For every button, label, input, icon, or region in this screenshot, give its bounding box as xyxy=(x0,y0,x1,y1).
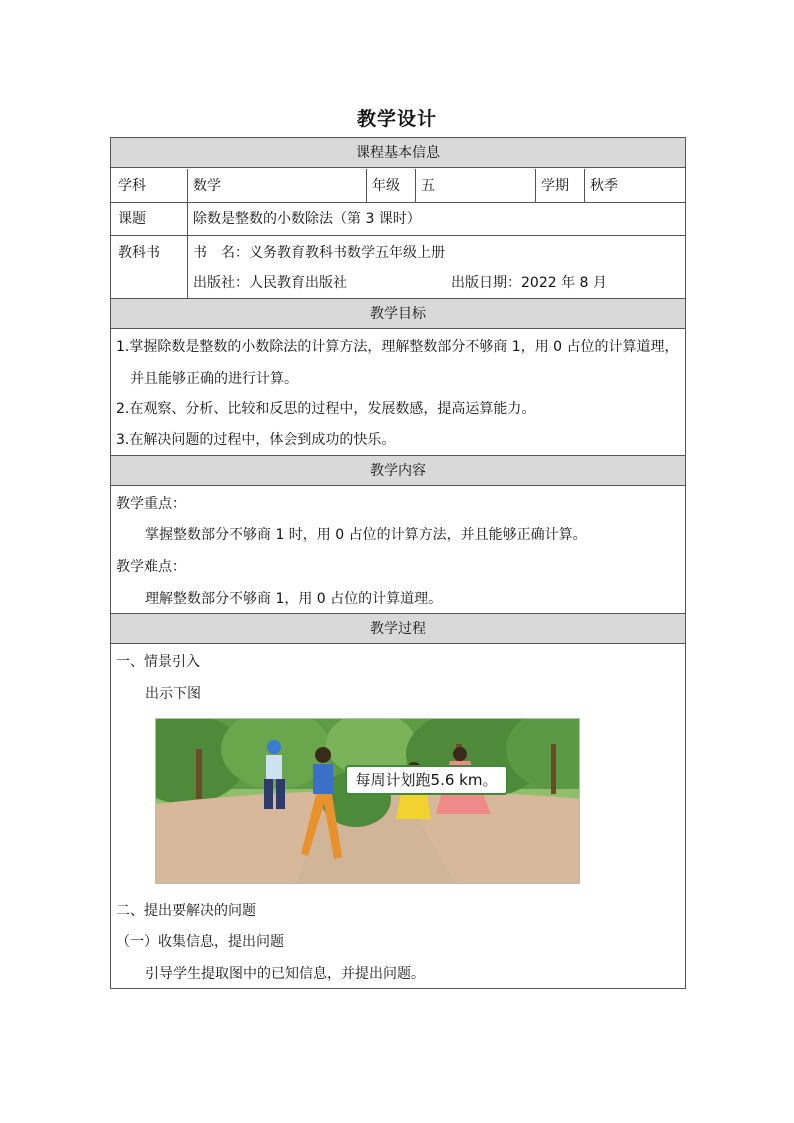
column-divider xyxy=(535,169,536,203)
grade-value: 五 xyxy=(421,178,435,194)
key-point-text: 掌握整数部分不够商 1 时，用 0 占位的计算方法，并且能够正确计算。 xyxy=(145,527,587,543)
difficulty-text: 理解整数部分不够商 1，用 0 占位的计算道理。 xyxy=(145,591,443,607)
column-divider xyxy=(415,169,416,203)
goal-item: 2.在观察、分析、比较和反思的过程中，发展数感，提高运算能力。 xyxy=(116,401,536,417)
column-divider xyxy=(366,169,367,203)
goal-item-continued: 并且能够正确的进行计算。 xyxy=(130,371,298,387)
speech-bubble: 每周计划跑5.6 km。 xyxy=(345,765,508,795)
row-divider xyxy=(111,202,685,203)
section-basic-info: 课程基本信息 xyxy=(111,138,685,168)
publish-date: 出版日期：2022 年 8 月 xyxy=(451,275,607,291)
goal-item: 3.在解决问题的过程中，体会到成功的快乐。 xyxy=(116,432,396,448)
substep-heading: （一）收集信息，提出问题 xyxy=(116,934,284,950)
document-title: 教学设计 xyxy=(356,108,437,130)
goal-item: 1.掌握除数是整数的小数除法的计算方法，理解整数部分不够商 1，用 0 占位的计算道理， xyxy=(116,339,679,355)
topic-value: 除数是整数的小数除法（第 3 课时） xyxy=(193,211,421,227)
row-divider xyxy=(111,298,685,299)
key-point-label: 教学重点： xyxy=(116,496,186,512)
term-value: 秋季 xyxy=(590,178,618,194)
term-label: 学期 xyxy=(541,178,569,194)
step-heading: 二、提出要解决的问题 xyxy=(116,903,256,919)
row-divider xyxy=(111,235,685,236)
grade-label: 年级 xyxy=(372,178,400,194)
subject-label: 学科 xyxy=(118,178,146,194)
step-heading: 一、情景引入 xyxy=(116,654,200,670)
column-divider xyxy=(584,169,585,203)
textbook-label: 教科书 xyxy=(118,245,160,261)
book-name: 书 名：义务教育教科书数学五年级上册 xyxy=(193,245,445,261)
step-text: 出示下图 xyxy=(145,686,201,702)
publisher: 出版社：人民教育出版社 xyxy=(193,275,347,291)
topic-label: 课题 xyxy=(118,211,146,227)
subject-value: 数学 xyxy=(193,178,221,194)
park-scene-drawing xyxy=(156,719,580,884)
difficulty-label: 教学难点： xyxy=(116,559,186,575)
row-divider xyxy=(111,613,685,614)
scene-illustration xyxy=(155,718,580,884)
section-process: 教学过程 xyxy=(111,614,685,644)
step-text: 引导学生提取图中的已知信息，并提出问题。 xyxy=(145,966,425,982)
row-divider xyxy=(111,455,685,456)
column-divider xyxy=(187,169,188,299)
section-goals: 教学目标 xyxy=(111,299,685,329)
section-content: 教学内容 xyxy=(111,456,685,486)
